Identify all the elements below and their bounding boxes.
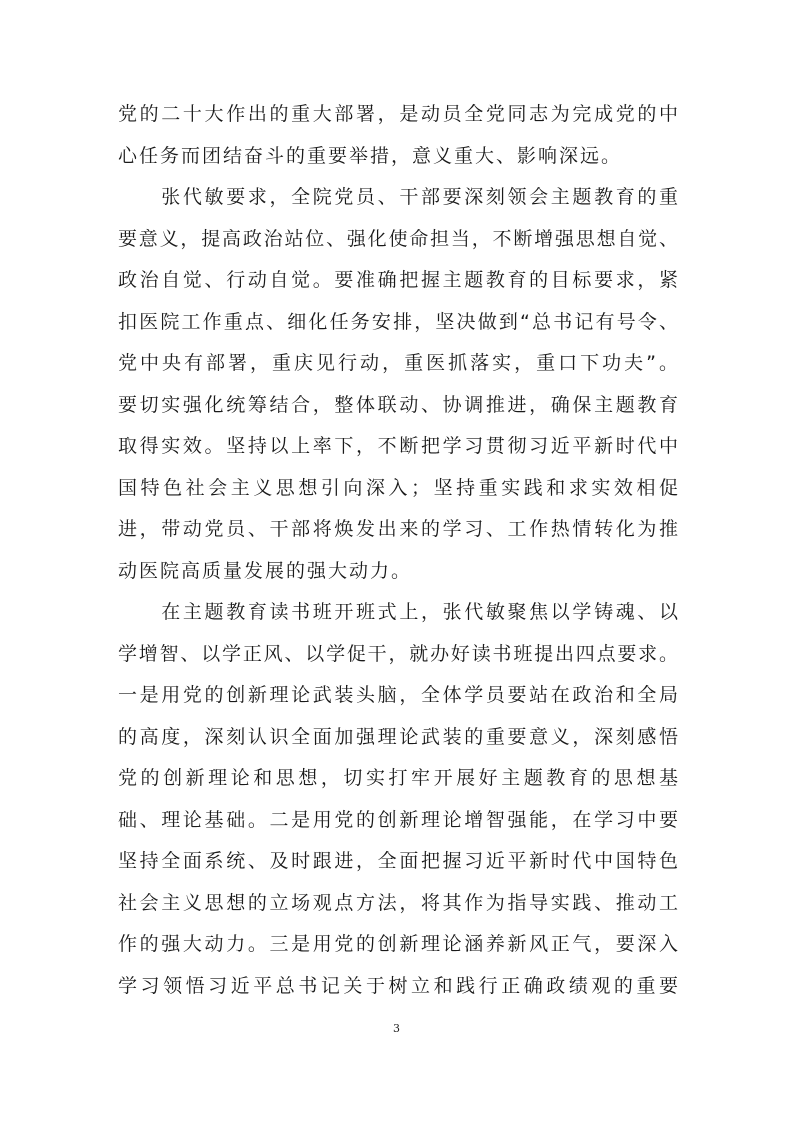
text-line: 的高度，深刻认识全面加强理论武装的重要意义，深刻感悟: [118, 725, 678, 748]
text-line: 取得实效。坚持以上率下，不断把学习贯彻习近平新时代中: [118, 435, 678, 457]
text-line: 党的二十大作出的重大部署，是动员全党同志为完成党的中: [118, 103, 678, 125]
text-line: 要意义，提高政治站位、强化使命担当，不断增强思想自觉、: [118, 227, 678, 250]
text-line: 在主题教育读书班开班式上，张代敏聚焦以学铸魂、以: [118, 601, 678, 623]
text-line: 心任务而团结奋斗的重要举措，意义重大、影响深远。: [118, 144, 623, 167]
body-text: [118, 94, 678, 1007]
text-line: 坚持全面系统、及时跟进，全面把握习近平新时代中国特色: [118, 850, 678, 872]
text-line: 动医院高质量发展的强大动力。: [118, 559, 413, 582]
text-line: 进，带动党员、干部将焕发出来的学习、工作热情转化为推: [118, 518, 678, 540]
text-line: 一是用党的创新理论武装头脑，全体学员要站在政治和全局: [118, 684, 678, 706]
text-line: 国特色社会主义思想引向深入；坚持重实践和求实效相促: [118, 476, 678, 499]
text-line: 社会主义思想的立场观点方法，将其作为指导实践、推动工: [118, 891, 678, 914]
text-line: 扣医院工作重点、细化任务安排，坚决做到“总书记有号令、: [118, 310, 678, 333]
text-line: 础、理论基础。二是用党的创新理论增智强能，在学习中要: [118, 808, 678, 831]
text-line: 要切实强化统筹结合，整体联动、协调推进，确保主题教育: [118, 393, 678, 416]
text-line: 作的强大动力。三是用党的创新理论涵养新风正气，要深入: [118, 933, 678, 955]
text-line: 党中央有部署，重庆见行动，重医抓落实，重口下功夫”。: [118, 352, 678, 374]
text-line: 学增智、以学正风、以学促干，就办好读书班提出四点要求。: [118, 642, 678, 665]
page-number: 3: [393, 1022, 400, 1035]
text-line: 张代敏要求，全院党员、干部要深刻领会主题教育的重: [118, 186, 678, 208]
text-line: 政治自觉、行动自觉。要准确把握主题教育的目标要求，紧: [118, 269, 678, 291]
text-line: 党的创新理论和思想，切实打牢开展好主题教育的思想基: [118, 767, 678, 789]
text-line: 学习领悟习近平总书记关于树立和践行正确政绩观的重要: [118, 974, 678, 997]
